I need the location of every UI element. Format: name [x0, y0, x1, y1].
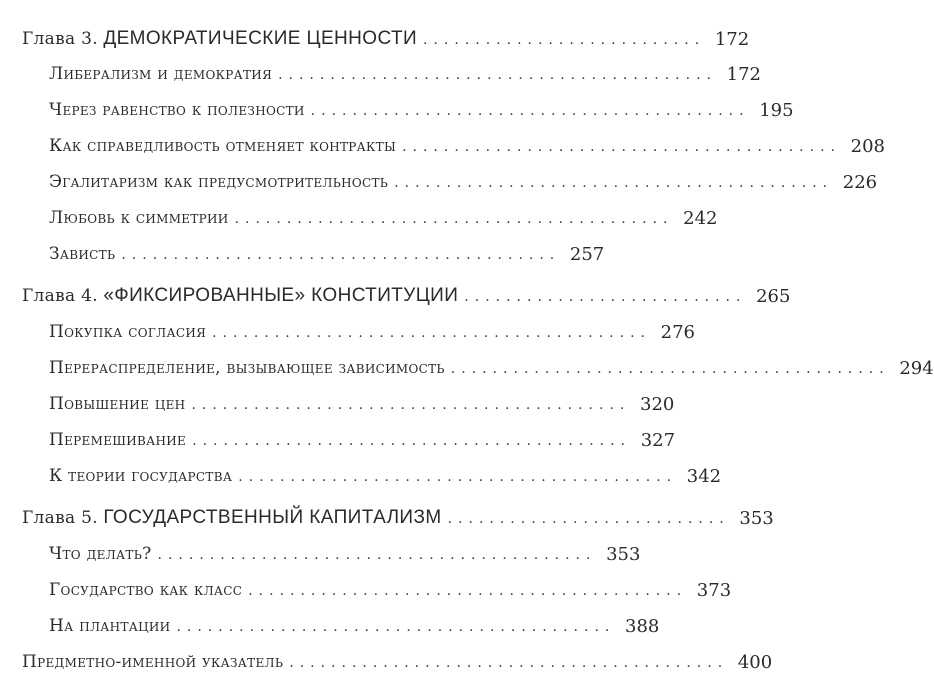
dot-leader: .......................................... — [157, 547, 597, 563]
dot-leader: .......................................... — [289, 655, 729, 671]
page-number: 276 — [660, 321, 695, 343]
section-title: Либерализм и демократия — [49, 64, 273, 84]
dot-leader: .......................................... — [191, 397, 631, 413]
toc-section — [0, 539, 641, 569]
toc-section — [0, 317, 695, 347]
page-number: 388 — [625, 615, 660, 637]
page-number: 353 — [606, 543, 641, 565]
chapter-label: Глава 5. — [22, 508, 98, 528]
page-number: 342 — [686, 465, 722, 487]
chapter-name: ГОСУДАРСТВЕННЫЙ КАПИТАЛИЗМ — [103, 507, 442, 528]
dot-leader: .......................................... — [248, 583, 688, 599]
section-title: Перемешивание — [49, 430, 187, 450]
toc-section — [0, 425, 676, 455]
section-title: Покупка согласия — [49, 322, 207, 342]
section-title: Перераспределение, вызывающее зависимость — [49, 358, 445, 378]
section-title: Как справедливость отменяет контракты — [49, 136, 397, 156]
page-number: 400 — [737, 651, 773, 673]
page-number: 320 — [640, 393, 675, 415]
page-number: 208 — [850, 135, 885, 157]
toc-section — [0, 389, 675, 419]
toc-chapter-4 — [0, 281, 791, 311]
dot-leader: .......................................... — [238, 469, 678, 485]
chapter-label: Глава 3. — [22, 29, 98, 49]
dot-leader: ........................... — [464, 289, 747, 305]
toc-section — [0, 203, 718, 233]
dot-leader: .......................................... — [192, 433, 632, 449]
toc-section — [0, 353, 934, 383]
dot-leader: .......................................... — [450, 361, 890, 377]
toc-section — [0, 59, 761, 89]
section-title: Через равенство к полезности — [49, 100, 305, 120]
dot-leader: ........................... — [423, 32, 706, 48]
section-title: На плантации — [49, 616, 171, 636]
page-number: 242 — [683, 207, 718, 229]
toc-index-entry — [0, 647, 773, 677]
section-title: Любовь к симметрии — [49, 208, 229, 228]
section-title: Эгалитаризм как предусмотрительность — [49, 172, 389, 192]
dot-leader: .......................................... — [278, 67, 717, 83]
section-title: Повышение цен — [49, 394, 186, 414]
page-number: 353 — [739, 507, 774, 529]
page-number: 265 — [756, 285, 791, 307]
page-number: 373 — [696, 579, 732, 601]
dot-leader: .......................................... — [310, 103, 750, 119]
chapter-title — [22, 285, 458, 307]
page-number: 257 — [569, 243, 605, 265]
dot-leader: .......................................... — [394, 175, 834, 191]
dot-leader: .......................................... — [176, 619, 616, 635]
page-number: 195 — [759, 99, 794, 121]
chapter-title — [22, 28, 417, 50]
toc-chapter-3 — [0, 24, 750, 54]
page-number: 226 — [842, 171, 878, 193]
toc-chapter-5 — [0, 503, 774, 533]
section-title: К теории государства — [49, 466, 233, 486]
chapter-name: ДЕМОКРАТИЧЕСКИЕ ЦЕННОСТИ — [103, 28, 418, 49]
dot-leader: .......................................... — [402, 139, 841, 155]
toc-section — [0, 167, 878, 197]
chapter-label: Глава 4. — [22, 286, 98, 306]
section-title: Что делать? — [49, 544, 152, 564]
section-title: Зависть — [49, 244, 116, 264]
page-number: 172 — [714, 28, 750, 50]
dot-leader: ........................... — [447, 511, 730, 527]
toc-section — [0, 461, 722, 491]
dot-leader: .......................................... — [121, 247, 561, 263]
page-number: 327 — [640, 429, 676, 451]
toc-section — [0, 611, 660, 641]
dot-leader: .......................................... — [234, 211, 674, 227]
page-number: 294 — [899, 357, 934, 379]
chapter-name: «ФИКСИРОВАННЫЕ» КОНСТИТУЦИИ — [103, 285, 459, 306]
section-title: Государство как класс — [49, 580, 243, 600]
toc-section — [0, 131, 885, 161]
index-title: Предметно-именной указатель — [22, 652, 284, 672]
toc-section — [0, 95, 794, 125]
toc-section — [0, 575, 732, 605]
dot-leader: .......................................... — [212, 325, 651, 341]
toc-section — [0, 239, 605, 269]
chapter-title — [22, 507, 442, 529]
page-number: 172 — [726, 63, 761, 85]
